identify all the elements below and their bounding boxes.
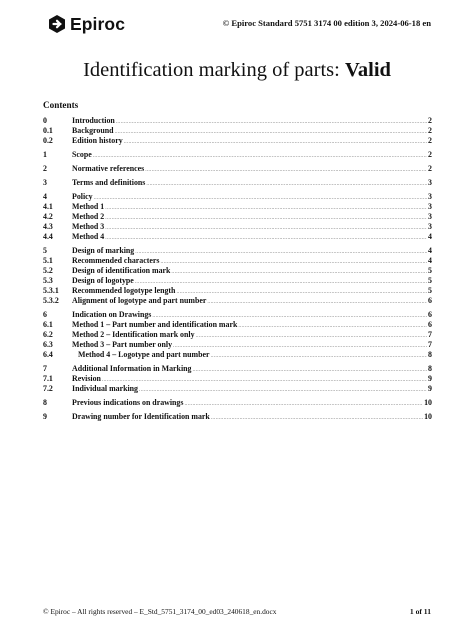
- toc-entry-page: 3: [428, 202, 432, 211]
- toc-entry-page: 6: [428, 296, 432, 305]
- toc-entry-number: 7.2: [43, 384, 53, 393]
- footer-copyright: © Epiroc – All rights reserved – E_Std_5751_3174_00_ed03_240618_en.docx: [43, 607, 277, 616]
- toc-entry-number: 8: [43, 398, 47, 407]
- toc-entry[interactable]: [43, 212, 432, 222]
- toc-entry-page: 3: [428, 192, 432, 201]
- toc-entry-title: Introduction: [72, 116, 115, 125]
- toc-entry[interactable]: [43, 286, 432, 296]
- toc-entry-page: 10: [424, 412, 432, 421]
- toc-entry-page: 8: [428, 364, 432, 373]
- toc-entry[interactable]: [43, 364, 432, 374]
- toc-entry-page: 8: [428, 350, 432, 359]
- toc-dot-leader: [207, 297, 427, 307]
- toc-entry[interactable]: [43, 276, 432, 286]
- toc-entry-title: Additional Information in Marking: [72, 364, 192, 373]
- toc-entry-number: 6.4: [43, 350, 53, 359]
- toc-entry-title: Background: [72, 126, 114, 135]
- toc-entry[interactable]: [43, 136, 432, 146]
- toc-dot-leader: [139, 385, 427, 395]
- toc-entry-title: Design of logotype: [72, 276, 134, 285]
- toc-entry[interactable]: [43, 126, 432, 136]
- toc-entry-number: 6.3: [43, 340, 53, 349]
- toc-dot-leader: [105, 233, 427, 243]
- toc-entry[interactable]: [43, 192, 432, 202]
- toc-entry[interactable]: [43, 150, 432, 160]
- toc-entry[interactable]: [43, 320, 432, 330]
- toc-entry[interactable]: [43, 330, 432, 340]
- toc-entry-number: 2: [43, 164, 47, 173]
- toc-entry-page: 6: [428, 310, 432, 319]
- toc-entry-title: Revision: [72, 374, 101, 383]
- toc-entry[interactable]: [43, 340, 432, 350]
- toc-dot-leader: [145, 165, 427, 175]
- toc-entry-number: 5.3: [43, 276, 53, 285]
- toc-entry-page: 3: [428, 212, 432, 221]
- toc-entry-title: Method 3 – Part number only: [72, 340, 173, 349]
- toc-entry[interactable]: [43, 178, 432, 188]
- toc-entry-number: 4.4: [43, 232, 53, 241]
- toc-entry-number: 5.3.1: [43, 286, 59, 295]
- toc-entry-title: Previous indications on drawings: [72, 398, 184, 407]
- contents-heading: Contents: [43, 100, 79, 110]
- toc-entry-title: Method 1 – Part number and identification mark: [72, 320, 238, 329]
- document-title: [0, 59, 474, 82]
- toc-entry[interactable]: [43, 232, 432, 242]
- toc-entry-title: Design of identification mark: [72, 266, 171, 275]
- toc-entry-title: Method 4 – Logotype and part number: [78, 350, 210, 359]
- toc-entry[interactable]: [43, 256, 432, 266]
- toc-entry-number: 4.3: [43, 222, 53, 231]
- toc-entry-number: 5.1: [43, 256, 53, 265]
- toc-entry-number: 3: [43, 178, 47, 187]
- toc-entry-number: 4.1: [43, 202, 53, 211]
- toc-entry[interactable]: [43, 398, 432, 408]
- toc-entry-page: 3: [428, 178, 432, 187]
- toc-entry-title: Method 3: [72, 222, 105, 231]
- toc-dot-leader: [124, 137, 427, 147]
- toc-entry-number: 1: [43, 150, 47, 159]
- toc-entry[interactable]: [43, 350, 432, 360]
- toc-entry-number: 4.2: [43, 212, 53, 221]
- epiroc-logo: [47, 13, 125, 35]
- toc-entry[interactable]: [43, 202, 432, 212]
- toc-entry-page: 4: [428, 232, 432, 241]
- toc-entry-title: Indication on Drawings: [72, 310, 152, 319]
- toc-entry-title: Scope: [72, 150, 92, 159]
- toc-entry-title: Method 4: [72, 232, 105, 241]
- title-main: Identification marking of parts:: [83, 59, 345, 81]
- title-status: Valid: [344, 59, 391, 81]
- toc-entry-page: 2: [428, 136, 432, 145]
- toc-entry-number: 9: [43, 412, 47, 421]
- toc-entry-number: 5: [43, 246, 47, 255]
- toc-dot-leader: [211, 351, 428, 361]
- toc-dot-leader: [93, 151, 427, 161]
- footer-page-number: 1 of 11: [409, 607, 431, 616]
- toc-entry[interactable]: [43, 310, 432, 320]
- toc-entry-page: 2: [428, 164, 432, 173]
- toc-entry-page: 7: [428, 340, 432, 349]
- toc-entry-number: 6.2: [43, 330, 53, 339]
- toc-entry-page: 2: [428, 150, 432, 159]
- toc-entry-title: Method 1: [72, 202, 105, 211]
- toc-entry-number: 7: [43, 364, 47, 373]
- toc-entry-number: 0: [43, 116, 47, 125]
- toc-entry-number: 5.2: [43, 266, 53, 275]
- toc-entry-title: Recommended logotype length: [72, 286, 176, 295]
- toc-entry[interactable]: [43, 266, 432, 276]
- toc-entry-title: Edition history: [72, 136, 123, 145]
- toc-entry-number: 4: [43, 192, 47, 201]
- toc-entry-page: 5: [428, 266, 432, 275]
- toc-entry-title: Recommended characters: [72, 256, 160, 265]
- toc-dot-leader: [146, 179, 427, 189]
- toc-entry-title: Individual marking: [72, 384, 138, 393]
- toc-entry-page: 6: [428, 320, 432, 329]
- toc-entry-number: 6: [43, 310, 47, 319]
- toc-entry-number: 6.1: [43, 320, 53, 329]
- toc-entry-page: 5: [428, 286, 432, 295]
- toc-entry-page: 7: [428, 330, 432, 339]
- logo-text: Epiroc: [70, 13, 126, 34]
- toc-entry-page: 3: [428, 222, 432, 231]
- toc-entry-page: 5: [428, 276, 432, 285]
- toc-entry-number: 0.2: [43, 136, 53, 145]
- toc-entry-number: 7.1: [43, 374, 53, 383]
- toc-entry-title: Normative references: [72, 164, 145, 173]
- toc-entry-page: 9: [428, 384, 432, 393]
- toc-entry[interactable]: [43, 222, 432, 232]
- toc-entry[interactable]: [43, 412, 432, 422]
- toc-entry-page: 2: [428, 116, 432, 125]
- toc-entry-page: 4: [428, 256, 432, 265]
- toc-entry-page: 9: [428, 374, 432, 383]
- toc-entry-page: 10: [424, 398, 432, 407]
- toc-entry-number: 5.3.2: [43, 296, 59, 305]
- standard-identifier: © Epiroc Standard 5751 3174 00 edition 3, 2024-06-18 en: [222, 18, 431, 28]
- toc-entry-title: Method 2 – Identification mark only: [72, 330, 195, 339]
- toc-entry-title: Policy: [72, 192, 93, 201]
- toc-entry-title: Method 2: [72, 212, 105, 221]
- toc-entry[interactable]: [43, 116, 432, 126]
- toc-entry-title: Drawing number for Identification mark: [72, 412, 210, 421]
- epiroc-hex-icon: [47, 14, 67, 34]
- toc-entry-title: Alignment of logotype and part number: [72, 296, 207, 305]
- toc-entry-title: Design of marking: [72, 246, 135, 255]
- toc-entry-number: 0.1: [43, 126, 53, 135]
- toc-entry-page: 4: [428, 246, 432, 255]
- toc-entry[interactable]: [43, 246, 432, 256]
- toc-entry-page: 2: [428, 126, 432, 135]
- toc-dot-leader: [211, 413, 423, 423]
- toc-entry[interactable]: [43, 384, 432, 394]
- toc-entry[interactable]: [43, 164, 432, 174]
- toc-entry-title: Terms and definitions: [72, 178, 146, 187]
- toc-entry[interactable]: [43, 374, 432, 384]
- toc-entry[interactable]: [43, 296, 432, 306]
- toc-dot-leader: [184, 399, 423, 409]
